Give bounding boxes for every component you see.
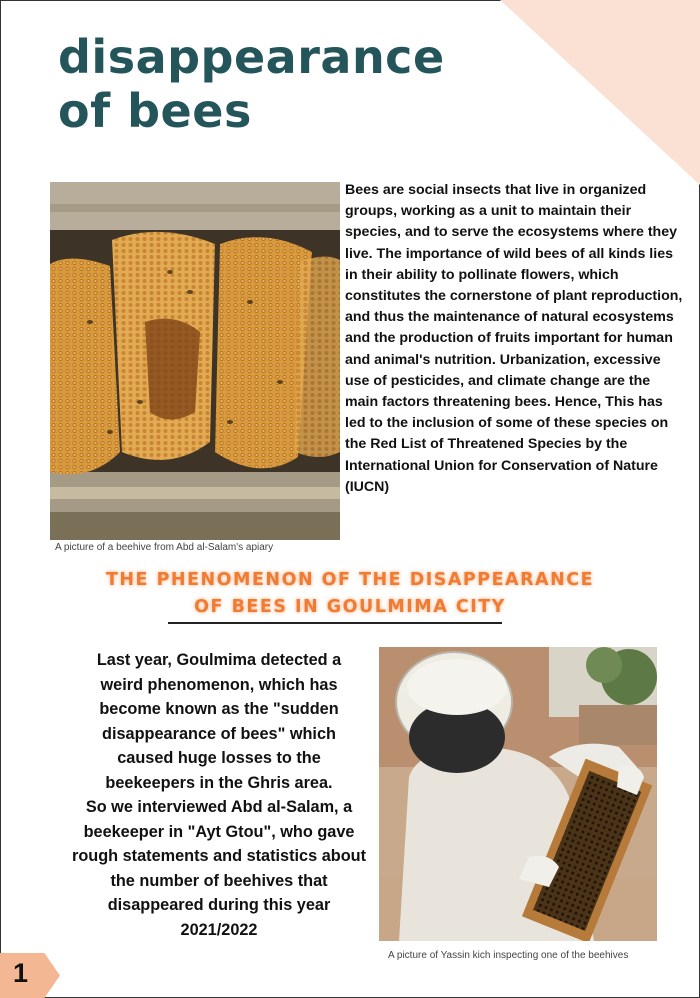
interview-line: 2021/2022 (180, 920, 258, 939)
interview-line: become known as the "sudden (99, 700, 339, 718)
interview-line: disappeared during this year (107, 896, 331, 914)
section-heading-line-1: THE PHENOMENON OF THE DISAPPEARANCE (105, 570, 595, 590)
title-line-1: disappearance (58, 30, 445, 84)
corner-decoration (500, 0, 700, 185)
interview-line: weird phenomenon, which has (100, 675, 338, 694)
page-number: 1 (13, 958, 29, 988)
page-title (58, 30, 445, 138)
beekeeper-photo (379, 647, 657, 941)
interview-line: beekeepers in the Ghris area. (105, 773, 333, 792)
interview-line: disappearance of bees" which (102, 724, 336, 743)
interview-paragraph (60, 648, 378, 942)
page-number-tab (0, 953, 60, 998)
interview-line: So we interviewed Abd al-Salam, a (85, 798, 353, 816)
interview-line: caused huge losses to the (117, 749, 321, 767)
interview-line: rough statements and statistics about (71, 847, 367, 865)
title-line-2: of bees (58, 84, 252, 138)
beehive-photo (50, 182, 340, 540)
beehive-photo-caption: A picture of a beehive from Abd al-Salam's apiary (55, 542, 274, 553)
intro-paragraph: Bees are social insects that live in organized groups, working as a unit to maintain their species, and to serve the ecosystems where they live. The importance of wild bees of all kinds lies in their ability to pollinate flowers, which constitutes the cornerstone of plant reproduction, and thus the maintenance of natural ecosystems and the production of fruits important for human and animal's nutrition. Urbanization, excessive use of pesticides, and climate change are the main factors threatening bees. Hence, This has led to the inclusion of some of these species on the Red List of Threatened Species by the International Union for Conservation of Nature (IUCN) (345, 182, 683, 495)
interview-line: beekeeper in "Ayt Gtou", who gave (83, 822, 355, 841)
section-heading-line-2: OF BEES IN GOULMIMA CITY (194, 597, 506, 617)
beekeeper-photo-caption: A picture of Yassin kich inspecting one of the beehives (388, 950, 629, 961)
interview-line: Last year, Goulmima detected a (96, 651, 342, 669)
section-heading (60, 567, 640, 621)
interview-line: the number of beehives that (110, 871, 328, 890)
heading-underline (168, 622, 502, 624)
